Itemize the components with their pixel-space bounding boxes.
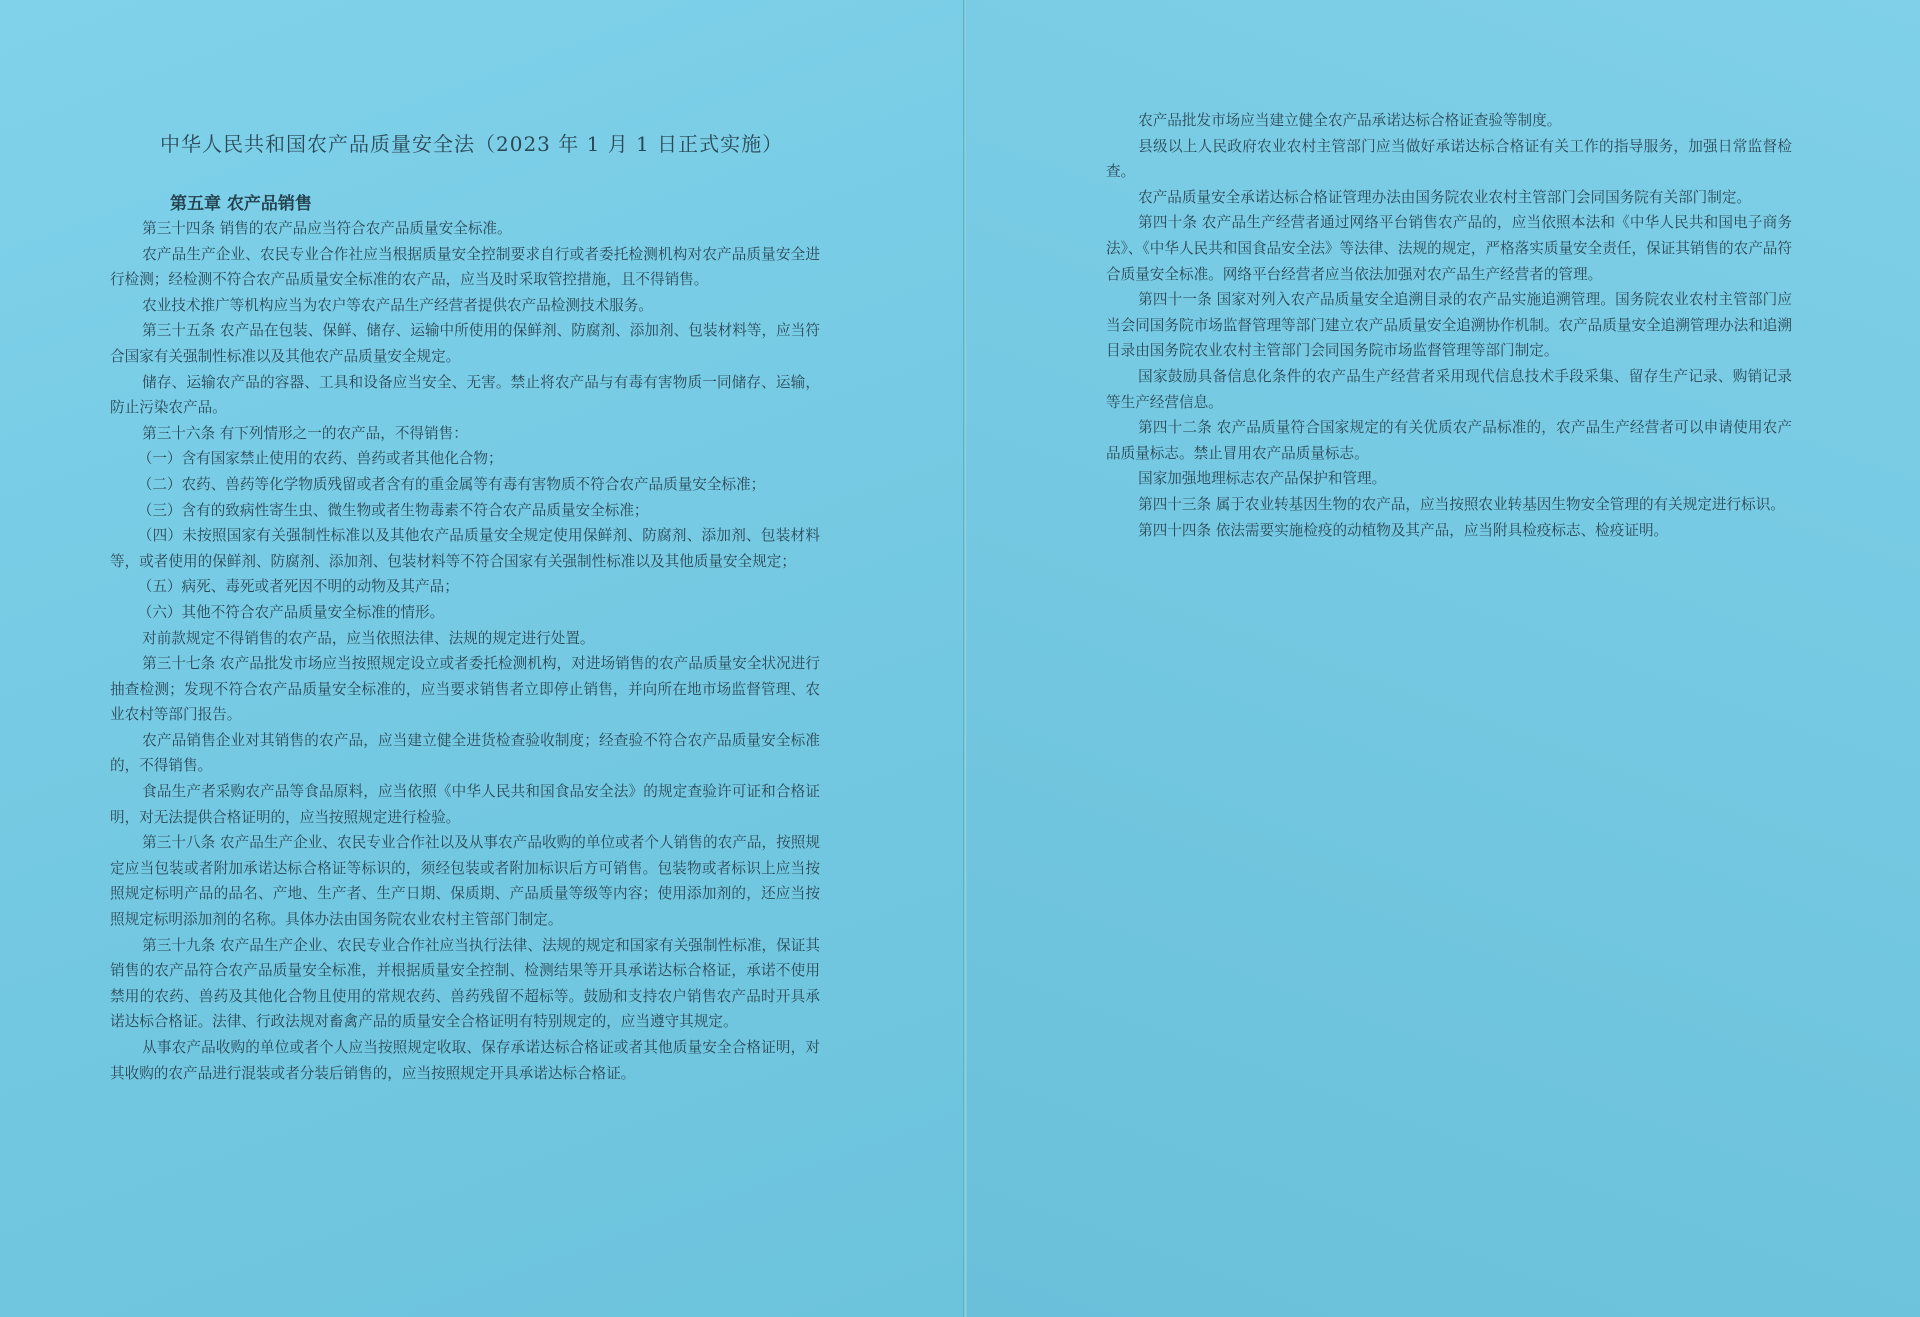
list-item: （二）农药、兽药等化学物质残留或者含有的重金属等有毒有害物质不符合农产品质量安全标准；: [137, 475, 766, 493]
paragraph: 农产品批发市场应当建立健全农产品承诺达标合格证查验等制度。: [1138, 112, 1562, 129]
article-39: 第三十九条 农产品生产企业、农民专业合作社应当执行法律、法规的规定和国家有关强制性标准，保证其销售的农产品符合农产品质量安全标准，并根据质量安全控制、检测结果等开具承诺达标合格证，承诺不使用禁用的农药、兽药及其他化合物且使用的常规农药、兽药残留不超标等。鼓励和支持农户销售农产品时开具承诺达标合格证。法律、行政法规对畜禽产品的质量安全合格证明有特别规定的，应当遵守其规定。: [110, 936, 820, 1031]
list-item: （四）未按照国家有关强制性标准以及其他农产品质量安全规定使用保鲜剂、防腐剂、添加剂、包装材料等，或者使用的保鲜剂、防腐剂、添加剂、包装材料等不符合国家有关强制性标准以及其他质量安全规定；: [110, 527, 820, 570]
chapter-heading: 第五章 农产品销售: [170, 194, 312, 214]
article-35: 第三十五条 农产品在包装、保鲜、储存、运输中所使用的保鲜剂、防腐剂、添加剂、包装材料等，应当符合国家有关强制性标准以及其他农产品质量安全规定。: [110, 322, 820, 365]
paragraph: 县级以上人民政府农业农村主管部门应当做好承诺达标合格证有关工作的指导服务，加强日常监督检查。: [1106, 137, 1792, 181]
list-item: （六）其他不符合农产品质量安全标准的情形。: [137, 603, 445, 621]
article-43: 第四十三条 属于农业转基因生物的农产品，应当按照农业转基因生物安全管理的有关规定进行标识。: [1138, 495, 1785, 513]
list-item: （五）病死、毒死或者死因不明的动物及其产品；: [137, 578, 459, 596]
article-42: 第四十二条 农产品质量符合国家规定的有关优质农产品标准的，农产品生产经营者可以申请使用农产品质量标志。禁止冒用农产品质量标志。: [1106, 419, 1792, 462]
article-44: 第四十四条 依法需要实施检疫的动植物及其产品，应当附具检疫标志、检疫证明。: [1138, 521, 1669, 539]
paragraph: 农业技术推广等机构应当为农户等农产品生产经营者提供农产品检测技术服务。: [142, 296, 653, 314]
left-page-body: [110, 216, 820, 1086]
paragraph: 储存、运输农产品的容器、工具和设备应当安全、无害。禁止将农产品与有毒有害物质一同储存、运输，防止污染农产品。: [110, 373, 820, 417]
article-36: 第三十六条 有下列情形之一的农产品，不得销售：: [142, 424, 468, 442]
paragraph: 农产品质量安全承诺达标合格证管理办法由国务院农业农村主管部门会同国务院有关部门制定。: [1138, 188, 1752, 206]
article-40: 第四十条 农产品生产经营者通过网络平台销售农产品的，应当依照本法和《中华人民共和国电子商务法》、《中华人民共和国食品安全法》等法律、法规的规定，严格落实质量安全责任，保证其销售的农产品符合质量安全标准。网络平台经营者应当依法加强对农产品生产经营者的管理。: [1106, 214, 1792, 283]
list-item: （三）含有的致病性寄生虫、微生物或者生物毒素不符合农产品质量安全标准；: [137, 501, 649, 519]
right-page-body: [1106, 108, 1792, 543]
paragraph: 对前款规定不得销售的农产品，应当依照法律、法规的规定进行处置。: [142, 629, 595, 647]
paragraph: 从事农产品收购的单位或者个人应当按照规定收取、保存承诺达标合格证或者其他质量安全合格证明，对其收购的农产品进行混装或者分装后销售的，应当按照规定开具承诺达标合格证。: [110, 1039, 820, 1082]
article-38: 第三十八条 农产品生产企业、农民专业合作社以及从事农产品收购的单位或者个人销售的农产品，按照规定应当包装或者附加承诺达标合格证等标识的，须经包装或者附加标识后方可销售。包装物或者标识上应当按照规定标明产品的品名、产地、生产者、生产日期、保质期、产品质量等级等内容；使用添加剂的，还应当按照规定标明添加剂的名称。具体办法由国务院农业农村主管部门制定。: [110, 834, 820, 929]
list-item: （一）含有国家禁止使用的农药、兽药或者其他化合物；: [137, 450, 503, 468]
paragraph: 国家加强地理标志农产品保护和管理。: [1138, 470, 1387, 488]
article-41: 第四十一条 国家对列入农产品质量安全追溯目录的农产品实施追溯管理。国务院农业农村主管部门应当会同国务院市场监督管理等部门建立农产品质量安全追溯协作机制。农产品质量安全追溯管理办法和追溯目录由国务院农业农村主管部门会同国务院市场监督管理等部门制定。: [1106, 291, 1792, 360]
paragraph: 食品生产者采购农产品等食品原料，应当依照《中华人民共和国食品安全法》的规定查验许可证和合格证明，对无法提供合格证明的，应当按照规定进行检验。: [110, 783, 820, 826]
document-title: 中华人民共和国农产品质量安全法（2023 年 1 月 1 日正式实施）: [160, 132, 784, 156]
paragraph: 农产品销售企业对其销售的农产品，应当建立健全进货检查验收制度；经查验不符合农产品质量安全标准的，不得销售。: [110, 731, 820, 775]
paragraph: 农产品生产企业、农民专业合作社应当根据质量安全控制要求自行或者委托检测机构对农产品质量安全进行检测；经检测不符合农产品质量安全标准的农产品，应当及时采取管控措施，且不得销售。: [110, 245, 820, 289]
paragraph: 国家鼓励具备信息化条件的农产品生产经营者采用现代信息技术手段采集、留存生产记录、购销记录等生产经营信息。: [1106, 367, 1792, 411]
article-34: 第三十四条 销售的农产品应当符合农产品质量安全标准。: [142, 220, 512, 237]
right-page: [967, 0, 1920, 1317]
article-37: 第三十七条 农产品批发市场应当按照规定设立或者委托检测机构，对进场销售的农产品质量安全状况进行抽查检测；发现不符合农产品质量安全标准的，应当要求销售者立即停止销售，并向所在地市场监督管理、农业农村等部门报告。: [110, 655, 820, 724]
